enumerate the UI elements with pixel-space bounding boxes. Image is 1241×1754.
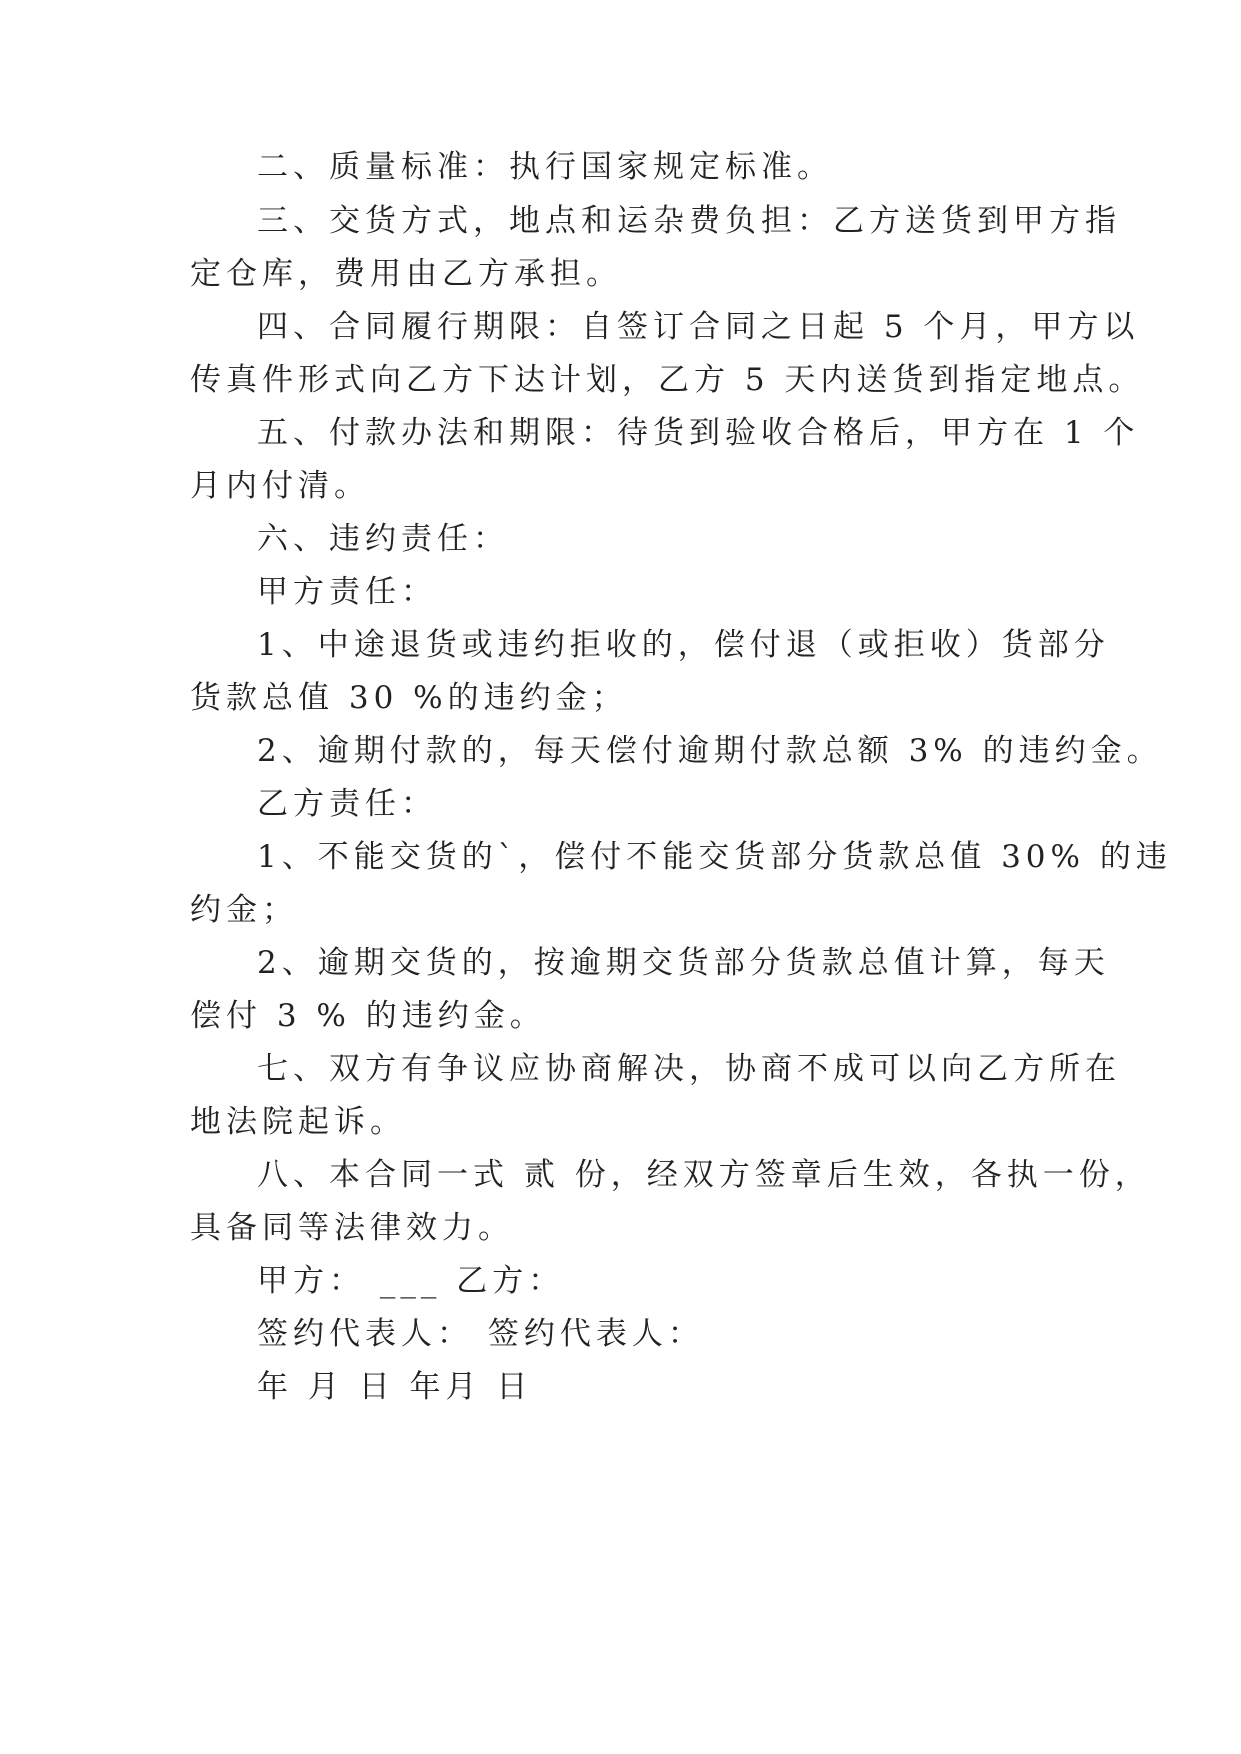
signature-dates: 年 月 日 年月 日 bbox=[257, 1369, 533, 1405]
party-b-item-2-line-1: 2、逾期交货的，按逾期交货部分货款总值计算，每天 bbox=[257, 945, 1110, 981]
clause-4-term-line-1: 四、合同履行期限：自签订合同之日起 5 个月，甲方以 bbox=[257, 309, 1140, 345]
signature-representatives: 签约代表人： 签约代表人： bbox=[257, 1316, 704, 1352]
party-b-item-1-line-2: 约金； bbox=[190, 892, 298, 928]
clause-5-payment-line-1: 五、付款办法和期限：待货到验收合格后，甲方在 1 个 bbox=[257, 415, 1140, 451]
clause-3-delivery-line-1: 三、交货方式，地点和运杂费负担：乙方送货到甲方指 bbox=[257, 203, 1121, 239]
clause-8-copies-line-2: 具备同等法律效力。 bbox=[190, 1210, 514, 1246]
party-a-item-1-line-2: 货款总值 30 %的违约金； bbox=[190, 680, 628, 716]
clause-2-quality-standard: 二、质量标准：执行国家规定标准。 bbox=[257, 149, 833, 185]
clause-6-liability-heading: 六、违约责任： bbox=[257, 521, 509, 557]
clause-7-dispute-line-1: 七、双方有争议应协商解决，协商不成可以向乙方所在 bbox=[257, 1051, 1121, 1087]
party-b-liability-heading: 乙方责任： bbox=[257, 786, 437, 822]
clause-7-dispute-line-2: 地法院起诉。 bbox=[190, 1104, 406, 1140]
party-a-liability-heading: 甲方责任： bbox=[257, 574, 437, 610]
party-a-item-1-line-1: 1、中途退货或违约拒收的，偿付退（或拒收）货部分 bbox=[257, 627, 1110, 663]
signature-parties: 甲方： ___ 乙方： bbox=[257, 1263, 565, 1299]
clause-8-copies-line-1: 八、本合同一式 贰 份，经双方签章后生效，各执一份， bbox=[257, 1157, 1151, 1193]
party-b-item-1-line-1: 1、不能交货的`，偿付不能交货部分货款总值 30% 的违 bbox=[257, 839, 1172, 875]
party-b-item-2-line-2: 偿付 3 % 的违约金。 bbox=[190, 998, 546, 1034]
party-a-item-2: 2、逾期付款的，每天偿付逾期付款总额 3% 的违约金。 bbox=[257, 733, 1163, 769]
clause-3-delivery-line-2: 定仓库，费用由乙方承担。 bbox=[190, 256, 622, 292]
clause-5-payment-line-2: 月内付清。 bbox=[190, 468, 370, 504]
clause-4-term-line-2: 传真件形式向乙方下达计划，乙方 5 天内送货到指定地点。 bbox=[190, 362, 1145, 398]
